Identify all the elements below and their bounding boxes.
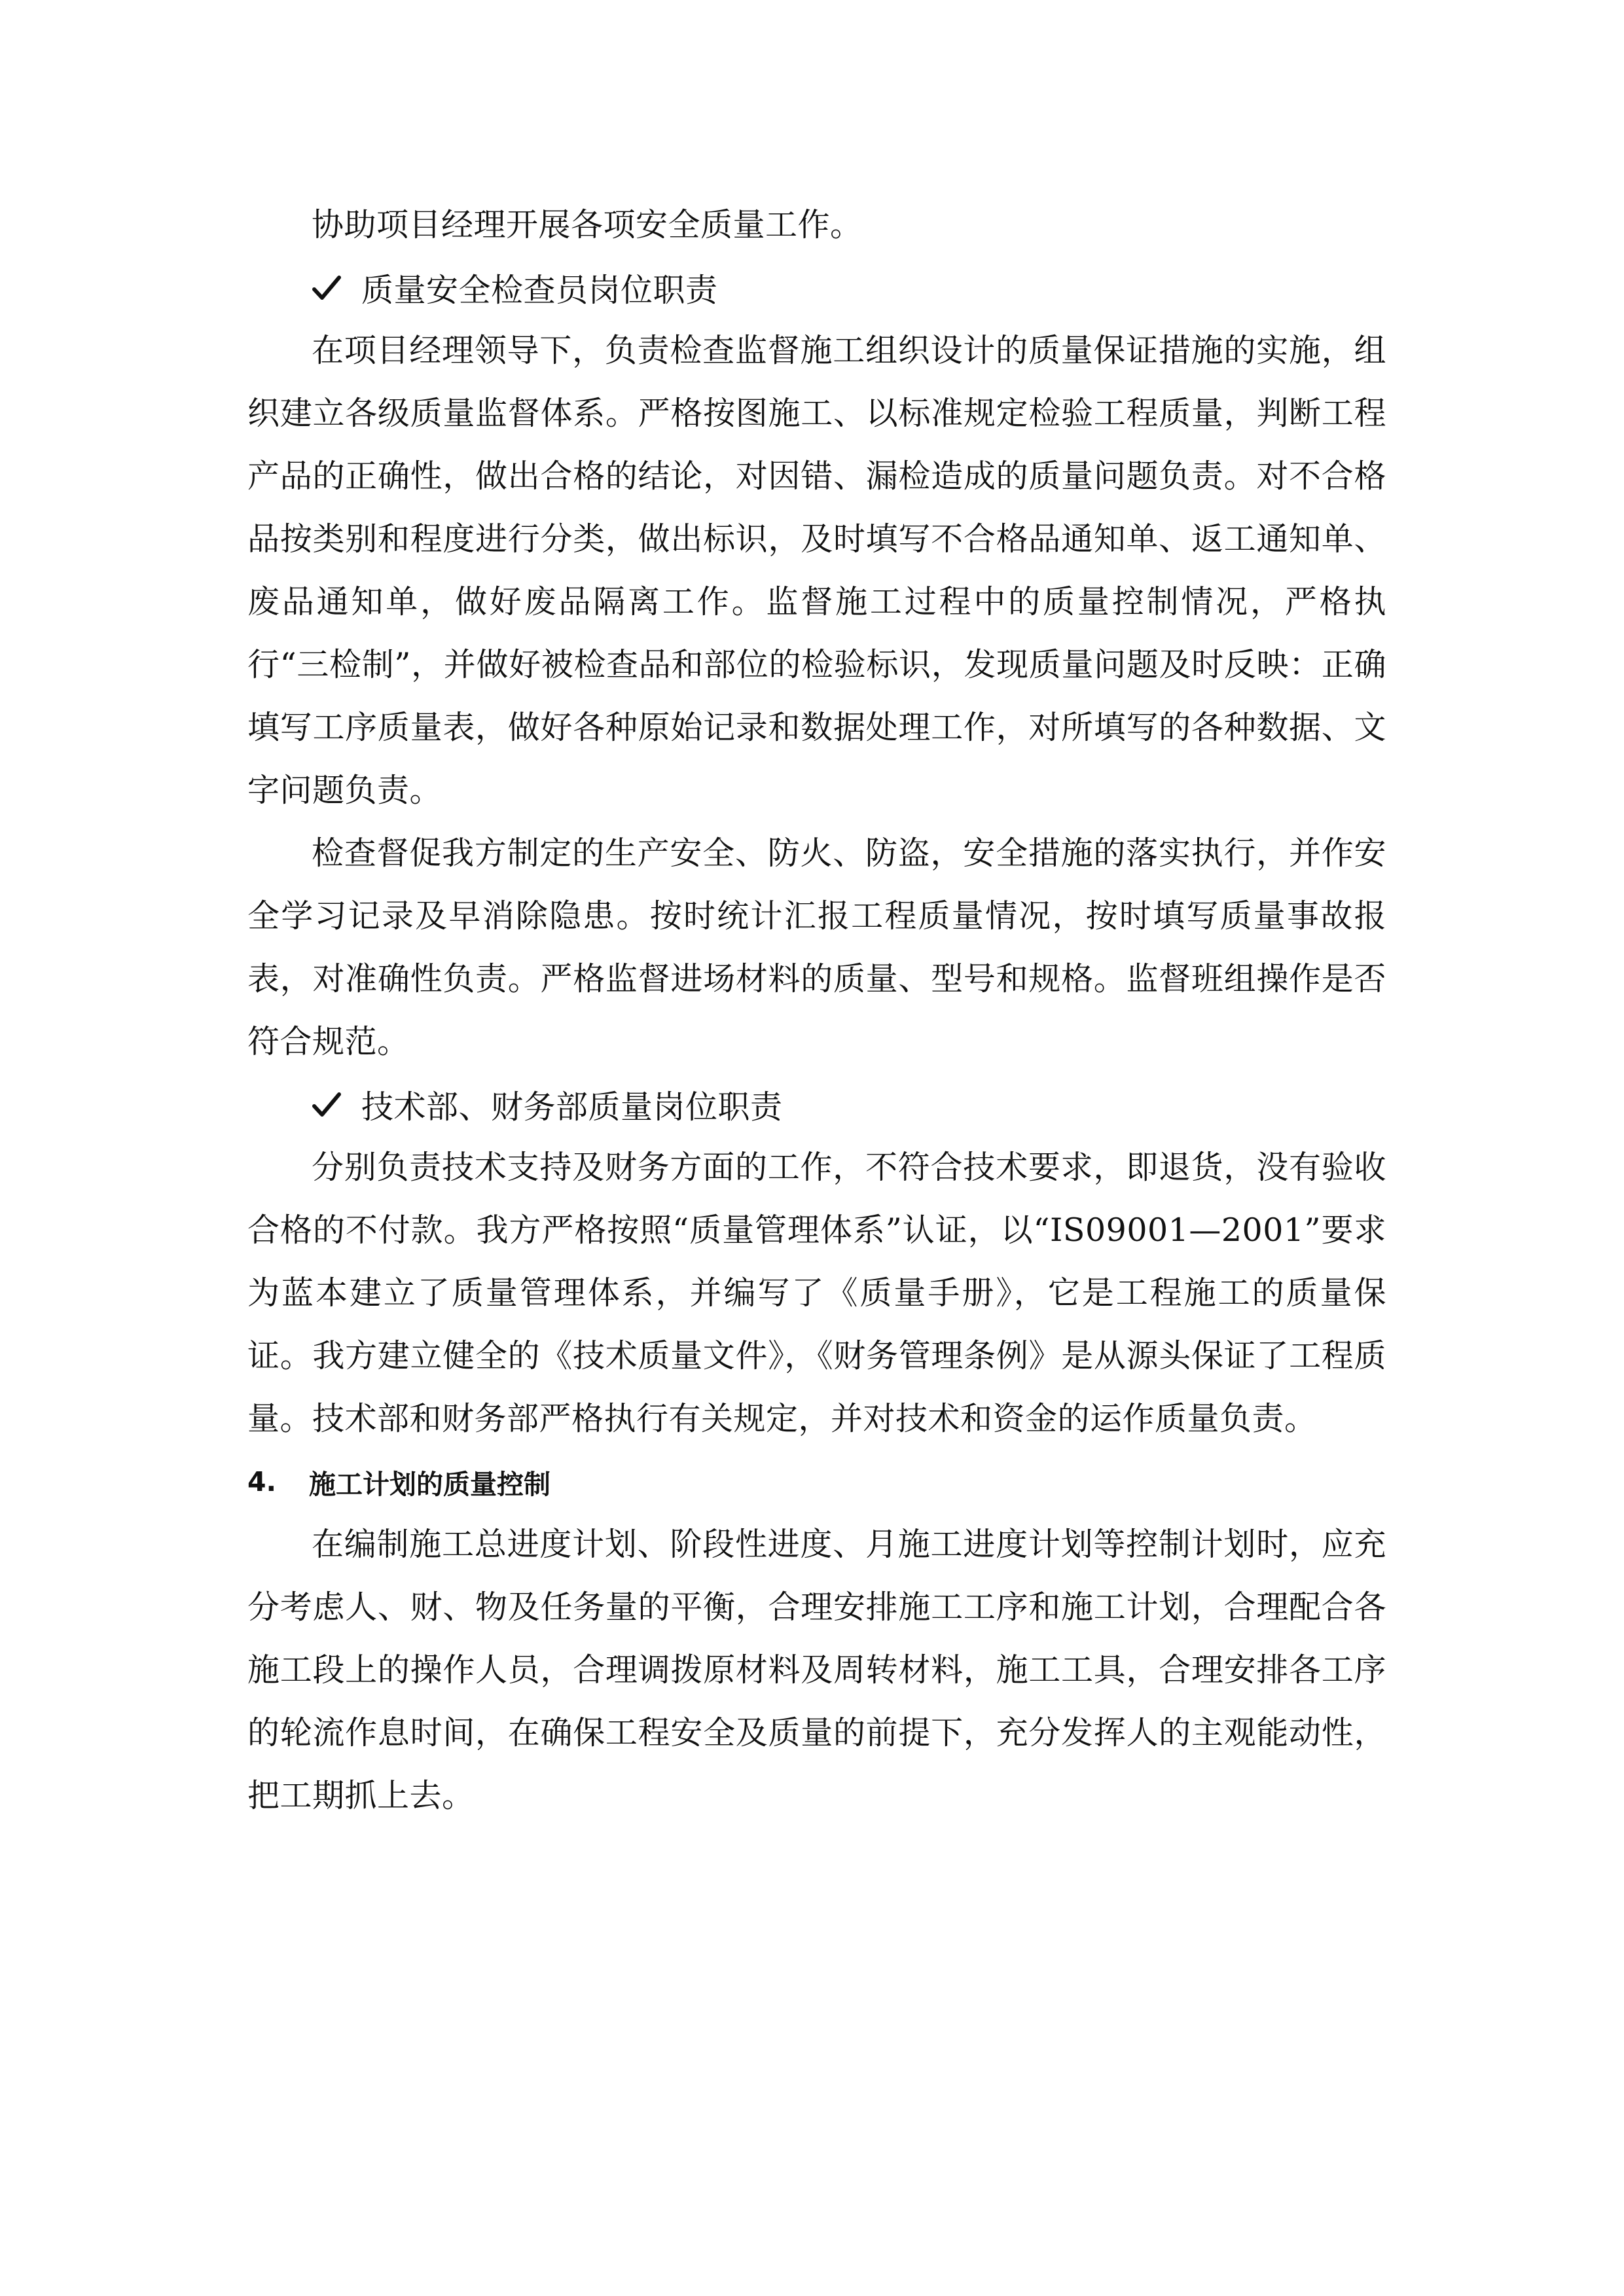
section-title: 施工计划的质量控制: [309, 1468, 550, 1500]
checklist-item-label: 质量安全检查员岗位职责: [361, 272, 718, 309]
checklist-item-tech-finance-duties: [247, 1073, 1386, 1136]
checkmark-icon: [312, 1090, 342, 1120]
paragraph-assist-manager: 协助项目经理开展各项安全质量工作。: [312, 206, 863, 243]
section-number: 4.: [247, 1466, 277, 1498]
checklist-item-label: 技术部、财务部质量岗位职责: [361, 1088, 783, 1126]
paragraph-inspector-responsibilities: 在项目经理领导下，负责检查监督施工组织设计的质量保证措施的实施，组织建立各级质量监督体系。严格按图施工、以标准规定检验工程质量，判断工程产品的正确性，做出合格的结论，对因错、漏检造成的质量问题负责。对不合格品按类别和程度进行分类，做出标识，及时填写不合格品通知单、返工通知单、废品通知单，做好废品隔离工作。监督施工过程中的质量控制情况，严格执行“三检制”，并做好被检查品和部位的检验标识，发现质量问题及时反映：正确填写工序质量表，做好各种原始记录和数据处理工作，对所填写的各种数据、文字问题负责。: [247, 332, 1386, 809]
paragraph-schedule-control: 在编制施工总进度计划、阶段性进度、月施工进度计划等控制计划时，应充分考虑人、财、物及任务量的平衡，合理安排施工工序和施工计划，合理配合各施工段上的操作人员，合理调拨原材料及周转材料，施工工具，合理安排各工序的轮流作息时间，在确保工程安全及质量的前提下，充分发挥人的主观能动性，把工期抓上去。: [247, 1526, 1386, 1814]
document-body: [247, 194, 1386, 1827]
paragraph-tech-finance-responsibilities: 分别负责技术支持及财务方面的工作，不符合技术要求，即退货，没有验收合格的不付款。我方严格按照“质量管理体系”认证，以“IS09001—2001”要求为蓝本建立了质量管理体系，并编写了《质量手册》，它是工程施工的质量保证。我方建立健全的《技术质量文件》，《财务管理条例》是从源头保证了工程质量。技术部和财务部严格执行有关规定，并对技术和资金的运作质量负责。: [247, 1149, 1386, 1437]
paragraph-safety-supervision: 检查督促我方制定的生产安全、防火、防盗，安全措施的落实执行，并作安全学习记录及早消除隐患。按时统计汇报工程质量情况，按时填写质量事故报表，对准确性负责。严格监督进场材料的质量、型号和规格。监督班组操作是否符合规范。: [247, 834, 1386, 1060]
section-heading-construction-plan: [247, 1450, 1386, 1513]
checklist-item-inspector-duties: [247, 257, 1386, 319]
checkmark-icon: [312, 273, 342, 303]
